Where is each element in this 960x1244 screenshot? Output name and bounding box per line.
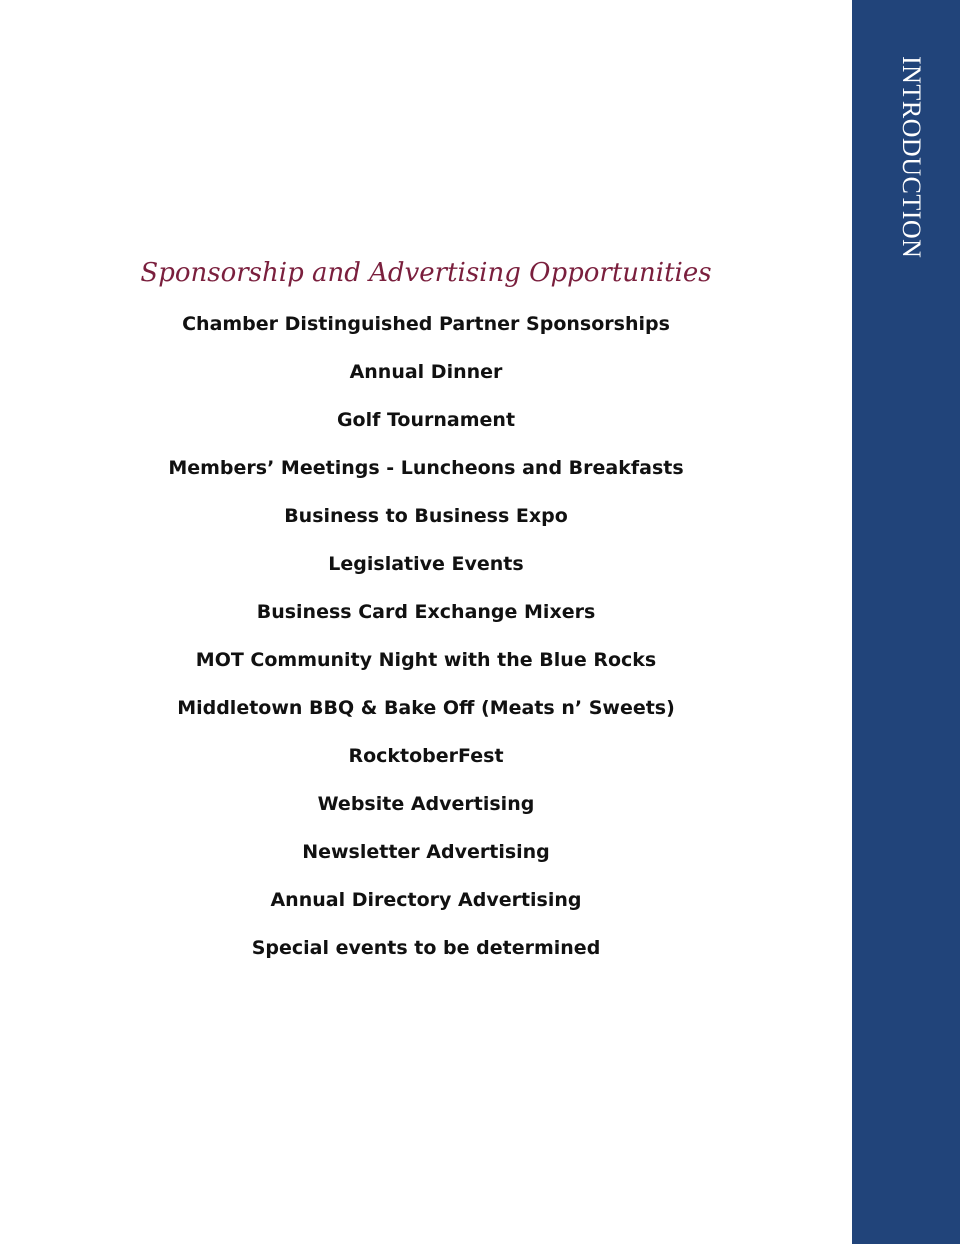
list-item-rocktoberfest: RocktoberFest bbox=[348, 745, 504, 767]
list-item-golf-tournament: Golf Tournament bbox=[336, 409, 516, 431]
list-item-community-night: MOT Community Night with the Blue Rocks bbox=[195, 649, 657, 671]
list-item-directory-advertising: Annual Directory Advertising bbox=[270, 889, 582, 911]
list-item-special-events: Special events to be determined bbox=[251, 937, 601, 959]
list-item-members-meetings: Members’ Meetings - Luncheons and Breakfasts bbox=[168, 457, 684, 479]
list-item-website-advertising: Website Advertising bbox=[317, 793, 535, 815]
list-item-partner-sponsorships: Chamber Distinguished Partner Sponsorships bbox=[182, 313, 670, 335]
list-item-newsletter-advertising: Newsletter Advertising bbox=[302, 841, 550, 863]
side-tab-label: INTRODUCTION bbox=[897, 56, 926, 259]
list-item-legislative-events: Legislative Events bbox=[328, 553, 524, 575]
list-item-annual-dinner: Annual Dinner bbox=[349, 361, 503, 383]
list-item-card-exchange-mixers: Business Card Exchange Mixers bbox=[256, 601, 596, 623]
list-item-b2b-expo: Business to Business Expo bbox=[284, 505, 568, 527]
section-side-tab bbox=[852, 0, 960, 1244]
opportunities-list bbox=[0, 306, 852, 978]
section-heading: Sponsorship and Advertising Opportunities bbox=[140, 258, 712, 288]
list-item-bbq-bake-off: Middletown BBQ & Bake Off (Meats n’ Sweets) bbox=[177, 697, 675, 719]
